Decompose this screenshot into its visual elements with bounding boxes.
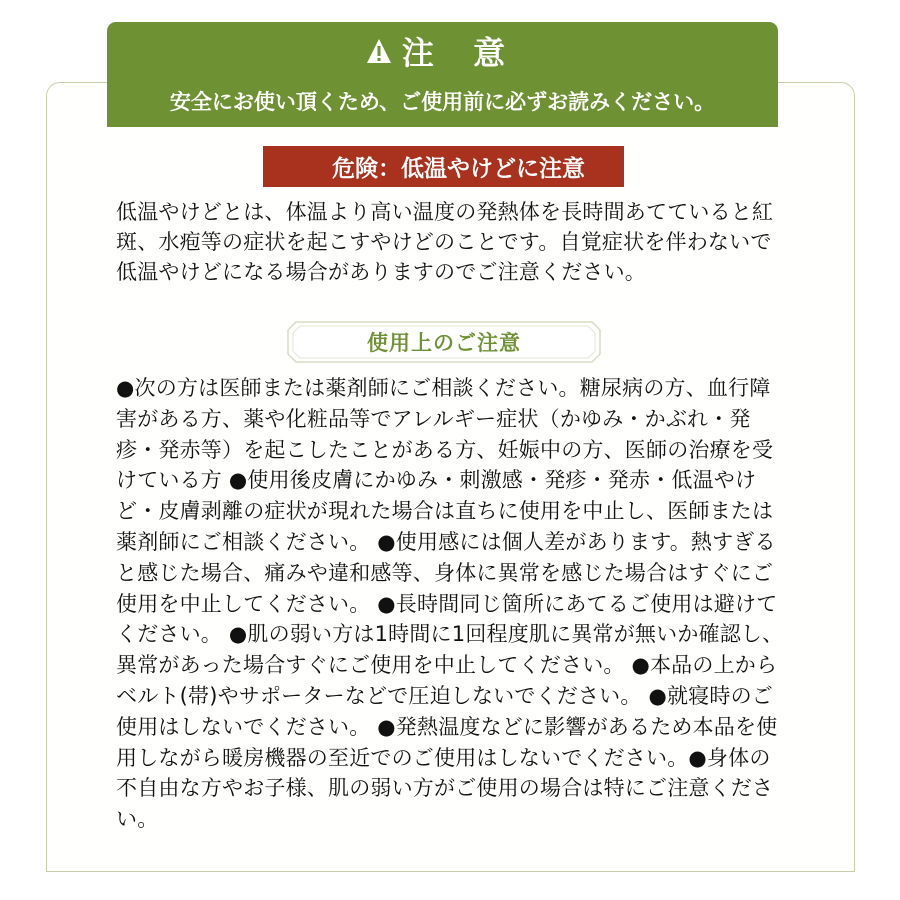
usage-section-heading [286,320,602,364]
danger-description: 低温やけどとは、体温より高い温度の発熱体を長時間あてていると紅斑、水疱等の症状を起こすやけどのことです。自覚症状を伴わないで低温やけどになる場合がありますのでご注意ください。 [116,200,774,284]
warning-triangle-icon [366,38,392,64]
header-title-text: 注 意 [401,34,520,72]
header-subtitle: 安全にお使い頂くため、ご使用前に必ずお読みください。 [169,90,716,114]
header-title [107,28,778,74]
usage-heading-text: 使用上のご注意 [367,331,521,355]
danger-banner: 危険：低温やけどに注意 [263,146,624,187]
caution-header [107,22,778,127]
usage-precautions-text: ●次の方は医師または薬剤師にご相談ください。糖尿病の方、血行障害がある方、薬や化粧品等でアレルギー症状（かゆみ・かぶれ・発疹・発赤等）を起こしたことがある方、妊娠中の方、医師の治療を受けている方 ●使用後皮膚にかゆみ・刺激感・発疹・発赤・低温やけど・皮膚剥離の症状が現れた場合は直ちに使用を中止し、医師または薬剤師にご相談ください。 ●使用感には個人差があります。熱すぎると感じた場合、痛みや違和感等、身体に異常を感じた場合はすぐにご使用を中止してください。 ●長時間同じ箇所にあてるご使用は避けてください。 ●肌の弱い方は1時間に1回程度肌に異常が無いか確認し、異常があった場合すぐにご使用を中止してください。 ●本品の上からベルト(帯)やサポーターなどで圧迫しないでください。 ●就寝時のご使用はしないでください。 ●発熱温度などに影響があるため本品を使用しながら暖房機器の至近でのご使用はしないでください。●身体の不自由な方やお子様、肌の弱い方がご使用の場合は特にご注意ください。 [116,376,784,832]
